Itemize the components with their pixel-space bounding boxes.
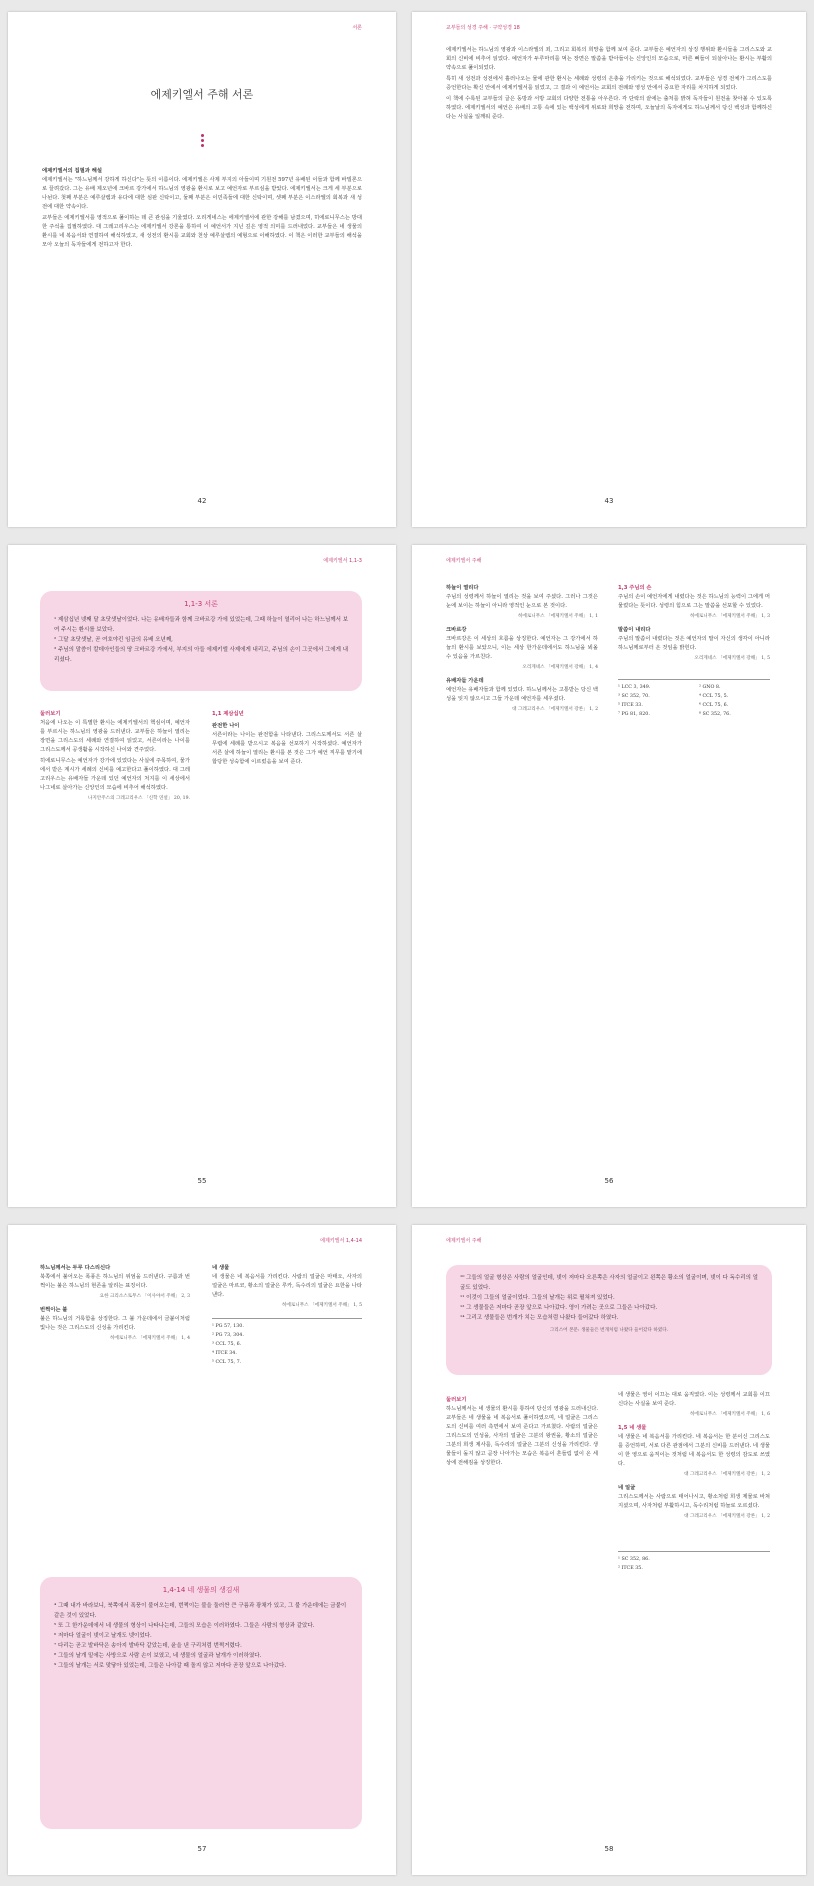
section-heading: 1,1 제삼십년 — [212, 711, 244, 717]
footnote: ⁸ SC 352, 76. — [699, 712, 731, 717]
page-number: 55 — [197, 1177, 207, 1185]
source-citation: 히에로니무스 「에제키엘서 주해」 1, 5 — [281, 1303, 362, 1308]
footnote: ² GNO 8. — [699, 685, 721, 690]
paragraph: 주님의 말씀이 내렸다는 것은 예언자의 말이 자신의 생각이 아니라 하느님께로부터 온 것임을 밝힌다. — [618, 636, 770, 651]
verse: ⁹ 그들의 날개는 서로 맞닿아 있었는데, 그들은 나아갈 때 돌지 않고 저마다 곧장 앞으로 나아갔다. — [54, 1663, 287, 1669]
paragraph: 교부들은 에제키엘서를 영적으로 풀이하는 데 큰 관심을 기울였다. 오리게네스는 에제키엘서에 관한 강해를 남겼으며, 히에로니무스는 방대한 주석을 집필하였다. 대 그레고리우스는 에제키엘서 강론을 통하여 이 예언서가 지닌 깊은 영적 의미를 드러내었다. 교부들은 네 생물의 환시를 네 복음서와 연결하여 해석하였고, 새 성전의 환시를 교회와 천상 예루살렘의 예형으로 이해하였다. 이 책은 이러한 교부들의 해석을 모아 오늘의 독자들에게 전하고자 한다. — [42, 215, 362, 248]
page-1 — [8, 12, 396, 527]
running-head: 교부들의 성경 주해 · 구약성경 18 — [446, 25, 520, 31]
paragraph: 처음에 나오는 이 특별한 환시는 에제키엘서의 핵심이며, 예언자를 부르시는 하느님의 영광을 드러낸다. 교부들은 하늘이 열리는 장면을 그리스도의 세례와 연결하여 읽었고, 서른이라는 나이를 그리스도께서 공생활을 시작하신 나이와 견주었다. — [40, 720, 190, 753]
ornament-dots — [8, 132, 396, 149]
source-citation: 히에로니무스 「에제키엘서 주해」 1, 1 — [517, 614, 598, 619]
source-citation: 요한 크리소스토무스 「이사야서 주해」 2, 3 — [99, 1294, 190, 1299]
footnote: ⁵ CCL 75, 7. — [212, 1360, 242, 1365]
subheading: 말씀이 내리다 — [618, 627, 651, 633]
verse: ⁸ 그들의 날개 밑에는 사방으로 사람 손이 보였고, 네 생물의 얼굴과 날개가 이러하였다. — [54, 1653, 262, 1659]
scripture-box — [446, 1265, 772, 1375]
paragraph: 특히 새 성전과 성전에서 흘러나오는 물에 관한 환시는 세례와 성령의 은총을 가리키는 것으로 해석되었다. 교부들은 성경 전체가 그리스도를 증언한다는 확신 안에서 에제키엘서를 읽었고, 그 결과 이 예언서는 교회의 전례와 영성 안에서 중요한 자리를 차지하게 되었다. — [446, 76, 772, 91]
right-column — [212, 705, 362, 769]
intro-column — [42, 162, 362, 252]
intro-column — [446, 46, 772, 124]
page-4 — [412, 545, 806, 1207]
source-citation: 히에로니무스 「에제키엘서 주해」 1, 4 — [109, 1336, 190, 1341]
footnote: ¹ LCC 3, 349. — [618, 685, 651, 690]
footnotes — [618, 1551, 770, 1573]
paragraph: 에제키엘서는 하느님의 영광과 이스라엘의 죄, 그리고 회복의 희망을 함께 보여 준다. 교부들은 예언자의 상징 행위와 환시들을 그리스도와 교회의 신비에 비추어 읽었다. 예언자가 두루마리를 먹는 장면은 말씀을 받아들이는 신앙인의 모습으로, 마른 뼈들이 되살아나는 환시는 부활의 약속으로 풀이되었다. — [446, 47, 772, 71]
paragraph: 예언자는 유배자들과 함께 있었다. 하느님께서는 고통받는 당신 백성을 잊지 않으시고 그들 가운데 예언자를 세우셨다. — [446, 687, 598, 702]
verse: ⁴ 그때 내가 바라보니, 북쪽에서 폭풍이 불어오는데, 번쩍이는 불을 둘러싼 큰 구름과 광채가 있고, 그 불 가운데에는 금붙이 같은 것이 있었다. — [54, 1603, 347, 1619]
box-title: 1,1-3 서론 — [184, 600, 218, 608]
source-citation: 그리스어 본문: 생물들은 번개처럼 나왔다 들어갔다 하였다. — [549, 1328, 669, 1333]
section-heading: 1,5 네 생물 — [618, 1425, 647, 1431]
footnote: ¹ SC 352, 86. — [618, 1557, 650, 1562]
verse: ¹⁰ 그들의 얼굴 형상은 사람의 얼굴인데, 넷이 저마다 오른쪽은 사자의 얼굴이고 왼쪽은 황소의 얼굴이며, 넷이 다 독수리의 얼굴도 있었다. — [460, 1275, 758, 1291]
page-5 — [8, 1225, 396, 1875]
source-citation: 나지안주스의 그레고리우스 「신학 연설」 20, 19. — [87, 796, 190, 801]
subheading: 유배자들 가운데 — [446, 678, 484, 684]
footnotes — [618, 679, 770, 719]
source-citation: 대 그레고리우스 「에제키엘서 강론」 1, 2 — [684, 1472, 770, 1477]
subheading: 네 생물 — [212, 1265, 230, 1271]
left-column — [40, 1259, 190, 1347]
footnote: ⁵ ITCE 33. — [618, 703, 643, 708]
footnote: ⁴ ITCE 34. — [212, 1351, 237, 1356]
right-column — [618, 579, 770, 719]
scripture-box — [40, 591, 362, 691]
paragraph: 불은 하느님의 거룩함을 상징한다. 그 불 가운데에서 금붙이처럼 빛나는 것은 그리스도의 신성을 가리킨다. — [40, 1316, 190, 1331]
source-citation: 대 그레고리우스 「에제키엘서 강론」 1, 2 — [684, 1514, 770, 1519]
source-citation: 히에로니무스 「에제키엘서 주해」 1, 3 — [689, 614, 770, 619]
page-2 — [412, 12, 806, 527]
verse: ² 그달 초닷샛날, 곧 여호야킨 임금의 유배 오년째, — [54, 637, 173, 643]
section-heading: 에제키엘서의 집필과 해설 — [42, 168, 102, 174]
running-head: 에제키엘서 1,4-14 — [320, 1238, 362, 1244]
footnote: ⁷ PG 81, 820. — [618, 712, 650, 717]
paragraph: 네 생물은 네 복음서를 가리킨다. 사람의 얼굴은 마태오, 사자의 얼굴은 마르코, 황소의 얼굴은 루카, 독수리의 얼굴은 요한을 나타낸다. — [212, 1274, 362, 1298]
footnote: ² ITCE 35. — [618, 1566, 643, 1571]
footnote: ³ SC 352, 70. — [618, 694, 650, 699]
page-title: 에제키엘서 주해 서론 — [150, 88, 254, 101]
subheading: 크바르강 — [446, 627, 467, 633]
footnote: ⁶ CCL 75, 6. — [699, 703, 729, 708]
page-number: 56 — [604, 1177, 614, 1185]
subheading: 하늘이 열리다 — [446, 585, 479, 591]
scripture-box — [40, 1577, 362, 1829]
page-number: 58 — [604, 1845, 614, 1853]
page-6 — [412, 1225, 806, 1875]
left-column — [446, 579, 598, 718]
source-citation: 오리게네스 「에제키엘서 강해」 1, 5 — [694, 656, 770, 661]
running-head: 에제키엘서 1,1-3 — [323, 558, 362, 564]
footnote: ¹ PG 57, 130. — [212, 1324, 244, 1329]
source-citation: 히에로니무스 「에제키엘서 주해」 1, 6 — [689, 1412, 770, 1417]
verse: ¹² 그 생물들은 저마다 곧장 앞으로 나아갔다. 영이 가려는 곳으로 그들은 나아갔다. — [460, 1305, 658, 1311]
paragraph: 그리스도께서는 사람으로 태어나시고, 황소처럼 희생 제물로 바쳐지셨으며, 사자처럼 부활하시고, 독수리처럼 하늘로 오르셨다. — [618, 1494, 770, 1509]
right-column — [212, 1259, 362, 1367]
page-number: 57 — [197, 1845, 207, 1853]
paragraph: 에제키엘서는 "하느님께서 강하게 하신다"는 뜻의 이름이다. 에제키엘은 사제 부지의 아들이며 기원전 597년 유배된 이들과 함께 바빌론으로 끌려갔다. 그는 유배 제오년에 크바르 강가에서 하느님의 영광을 환시로 보고 예언자로 부르심을 받았다. 에제키엘서는 크게 세 부분으로 나뉜다. 첫째 부분은 예루살렘과 유다에 대한 심판 신탁이고, 둘째 부분은 이민족들에 대한 신탁이며, 셋째 부분은 이스라엘의 회복과 새 성전에 대한 약속이다. — [42, 177, 362, 210]
verse: ⁷ 다리는 곧고 발바닥은 송아지 발바닥 같았는데, 윤을 낸 구리처럼 번쩍거렸다. — [54, 1643, 242, 1649]
section-heading: 둘러보기 — [40, 711, 61, 717]
verse: ¹ 제삼십년 넷째 달 초닷샛날이었다. 나는 유배자들과 함께 크바르강 가에 있었는데, 그때 하늘이 열리어 나는 하느님께서 보여 주시는 환시를 보았다. — [54, 617, 349, 633]
paragraph: 네 생물은 네 복음서를 가리킨다. 네 복음서는 한 분이신 그리스도를 증언하며, 서로 다른 관점에서 그분의 신비를 드러낸다. 네 생물이 한 영으로 움직이는 것처럼 네 복음서도 한 성령의 감도로 쓰였다. — [618, 1434, 770, 1467]
paragraph: 주님의 성령께서 하늘이 열리는 것을 보여 주셨다. 그러나 그것은 눈에 보이는 하늘이 아니라 영적인 눈으로 본 것이다. — [446, 594, 598, 609]
footnote: ³ CCL 75, 6. — [212, 1342, 242, 1347]
subheading: 네 얼굴 — [618, 1485, 636, 1491]
source-citation: 오리게네스 「에제키엘서 강해」 1, 4 — [522, 665, 598, 670]
verse: ⁵ 또 그 한가운데에서 네 생물의 형상이 나타나는데, 그들의 모습은 이러하였다. 그들은 사람의 형상과 같았다. — [54, 1623, 315, 1629]
footnote: ⁴ CCL 75, 5. — [699, 694, 729, 699]
paragraph: 이 책에 수록된 교부들의 글은 동방과 서방 교회의 다양한 전통을 아우른다. 각 단락의 끝에는 출처를 밝혀 독자들이 원전을 찾아볼 수 있도록 하였다. 에제키엘서의 예언은 유배의 고통 속에 있는 백성에게 위로와 희망을 전하며, 오늘날의 독자에게도 하느님께서 당신 백성과 함께하신다는 사실을 일깨워 준다. — [446, 96, 772, 120]
box-title: 1,4-14 네 생물의 생김새 — [162, 1586, 240, 1594]
section-heading: 1,3 주님의 손 — [618, 585, 652, 591]
footnote: ² PG 73, 304. — [212, 1333, 244, 1338]
verse: ¹¹ 이것이 그들의 얼굴이었다. 그들의 날개는 위로 펼쳐져 있었다. — [460, 1295, 615, 1301]
footnotes — [212, 1318, 362, 1367]
verse: ¹⁴ 그리고 생물들은 번개가 치는 모습처럼 나왔다 들어갔다 하였다. — [460, 1315, 619, 1321]
paragraph: 히에로니무스는 예언자가 강가에 있었다는 사실에 주목하여, 물가에서 받은 계시가 세례의 신비를 예고한다고 풀이하였다. 대 그레고리우스는 유배자들 가운데 있던 예언자의 처지를 이 세상에서 나그네로 살아가는 신앙인의 모습에 비추어 해석하였다. — [40, 758, 190, 791]
paragraph: 서른이라는 나이는 완전함을 나타낸다. 그리스도께서도 서른 살 무렵에 세례를 받으시고 복음을 선포하기 시작하셨다. 예언자가 서른 살에 하늘이 열리는 환시를 본 것은 그가 예언 직무를 맡기에 합당한 성숙함에 이르렀음을 보여 준다. — [212, 732, 362, 765]
page-number: 42 — [197, 497, 207, 505]
source-citation: 대 그레고리우스 「에제키엘서 강론」 1, 2 — [512, 707, 598, 712]
verse: ⁶ 저마다 얼굴이 넷이고 날개도 넷이었다. — [54, 1633, 152, 1639]
running-head: 에제키엘서 주해 — [446, 1238, 482, 1244]
subheading: 완전한 나이 — [212, 723, 240, 729]
verse: ³ 주님의 말씀이 칼데아인들의 땅 크바르강 가에서, 부지의 아들 에제키엘 사제에게 내리고, 주님의 손이 그곳에서 그에게 내리셨다. — [54, 647, 349, 663]
paragraph: 하느님께서는 네 생물의 환시를 통하여 당신의 영광을 드러내신다. 교부들은 네 생물을 네 복음서로 풀이하였으며, 네 얼굴은 그리스도의 신비를 여러 측면에서 보여 준다고 가르쳤다. 사람의 얼굴은 그리스도의 인성을, 사자의 얼굴은 그분의 왕권을, 황소의 얼굴은 그분의 희생 제사를, 독수리의 얼굴은 그분의 신성을 가리킨다. 생물들이 돌지 않고 곧장 나아가는 모습은 복음이 흔들림 없이 온 세상에 전해짐을 상징한다. — [446, 1406, 598, 1466]
paragraph: 북쪽에서 불어오는 폭풍은 하느님의 위엄을 드러낸다. 구름과 번쩍이는 불은 하느님의 현존을 알리는 표징이다. — [40, 1274, 190, 1289]
left-column — [40, 705, 190, 807]
subheading: 번쩍이는 불 — [40, 1307, 68, 1313]
subheading: 하느님께서는 두루 다스리신다 — [40, 1265, 111, 1271]
paragraph: 주님의 손이 예언자에게 내렸다는 것은 하느님의 능력이 그에게 머물렀다는 뜻이다. 성령의 힘으로 그는 말씀을 선포할 수 있었다. — [618, 594, 770, 609]
running-head: 서론 — [352, 25, 362, 31]
running-head: 에제키엘서 주해 — [446, 558, 482, 564]
left-column — [446, 1391, 598, 1470]
page-number: 43 — [604, 497, 614, 505]
section-heading: 둘러보기 — [446, 1397, 467, 1403]
paragraph: 크바르강은 이 세상의 흐름을 상징한다. 예언자는 그 강가에서 하늘의 환시를 보았으니, 이는 세상 한가운데에서도 하느님을 뵈올 수 있음을 가르친다. — [446, 636, 598, 660]
paragraph: 네 생물은 영이 이끄는 대로 움직였다. 이는 성령께서 교회를 이끄신다는 사실을 보여 준다. — [618, 1392, 770, 1407]
page-3 — [8, 545, 396, 1207]
right-column — [618, 1391, 770, 1573]
